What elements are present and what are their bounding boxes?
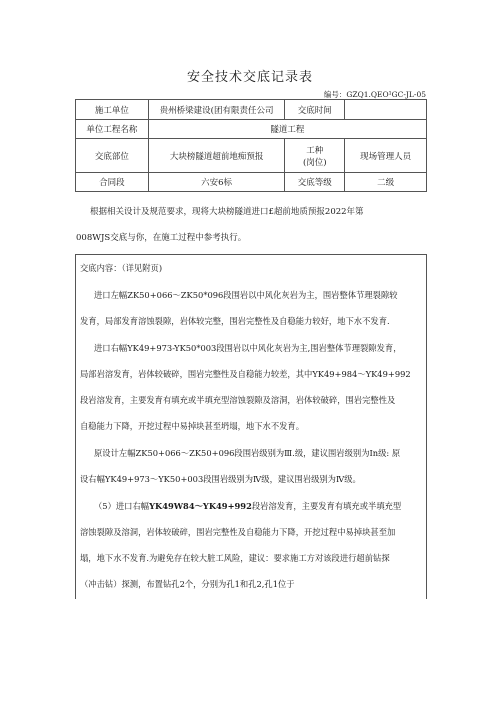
intro-line-1: 根据相关设计及规范要求，现将大块榜隧道进口£超前地质预报2022年第 xyxy=(90,207,364,217)
label-contract-section: 合同段 xyxy=(76,173,149,192)
document-number: 编号：GZQ1.QEO¹GC-JL-05 xyxy=(323,90,426,99)
table-row xyxy=(76,100,427,120)
paragraph-4-line-4: （冲击钻）探测，布置钻孔2个，分别为孔1和孔2,孔1位于 xyxy=(80,579,295,589)
content-header: 交底内容：（详见附页) xyxy=(80,263,163,273)
handover-time-value xyxy=(345,100,427,120)
contract-section-value: 六安6标 xyxy=(148,173,285,192)
paragraph-4-line-1: （5）进口右幅YK49W84～YK49+992段岩溶发育，主要发育有填充或半填充型 xyxy=(94,501,402,511)
construction-unit-value: 贵州桥梁建设(团有限责任公司 xyxy=(148,100,285,120)
paragraph-4-line-2: 溶蚀裂隙及溶洞，岩体较破碎，围岩完整性及自稳能力下降，开挖过程中易掉块甚至加 xyxy=(80,527,396,537)
label-handover-level: 交底等级 xyxy=(285,173,345,192)
handover-level-value: 二级 xyxy=(345,173,427,192)
paragraph-3-line-1: 原设计左幅ZK50+066～ZK50+096段围岩级别为Ⅲ.级，建议围岩级别为In级: 原 xyxy=(94,448,401,458)
table-row xyxy=(76,139,427,173)
handover-part-value: 大块榜隧道超前地痴预报 xyxy=(148,139,285,173)
page-title: 安全技术交底记录表 xyxy=(186,70,313,85)
paragraph-1-line-2: 发育，局部发育溶蚀裂隙，岩体较完整，围岩完整性及自稳能力较好，地下水不发育. xyxy=(80,316,390,326)
job-type-value: 现场管理人员 xyxy=(345,139,427,173)
paragraph-1-line-1: 进口左幅ZK50+066～ZK50*096段围岩以中风化灰岩为主，围岩整体节理裂隙较 xyxy=(94,290,398,300)
label-construction-unit: 施工单位 xyxy=(76,100,149,120)
paragraph-3-line-2: 设右幅YK49+973～YK50+003段围岩级别为Ⅳ级，建议围岩级别为Ⅳ级。 xyxy=(80,474,361,484)
paragraph-2-line-1: 进口右幅YK49+973-YK50*003段围岩以中风化灰岩为主,围岩整体节理裂隙发育， xyxy=(94,343,402,353)
content-box xyxy=(75,254,427,599)
label-project-name: 单位工程名称 xyxy=(76,120,149,139)
table-row xyxy=(76,120,427,139)
project-name-value: 隧道工程 xyxy=(148,120,426,139)
paragraph-2-line-2: 局部岩溶发育，岩体较破碎，围岩完整性及自稳能力较差，其中YK49+984～YK49+992 xyxy=(80,369,411,379)
label-job-type: 工种 (岗位) xyxy=(285,139,345,173)
paragraph-2-line-3: 段岩溶发育，主要发育有填充或半填充型溶蚀裂隙及溶洞，岩体较破碎，围岩完整性及 xyxy=(80,395,396,405)
paragraph-4-line-3: 塌，地下水不发育.为避免存在较大脏工风险，建议：要求施工方对该段进行超前钻探 xyxy=(80,553,390,563)
label-handover-time: 交底时间 xyxy=(285,100,345,120)
table-row xyxy=(76,173,427,192)
label-handover-part: 交底部位 xyxy=(76,139,149,173)
paragraph-2-line-4: 自稳能力下降，开挖过程中易掉块甚至坍塌，地下水不发育。 xyxy=(80,421,305,431)
info-table xyxy=(75,99,427,192)
intro-line-2: 008WJS交底与你，在施工过程中参考执行。 xyxy=(76,233,247,243)
